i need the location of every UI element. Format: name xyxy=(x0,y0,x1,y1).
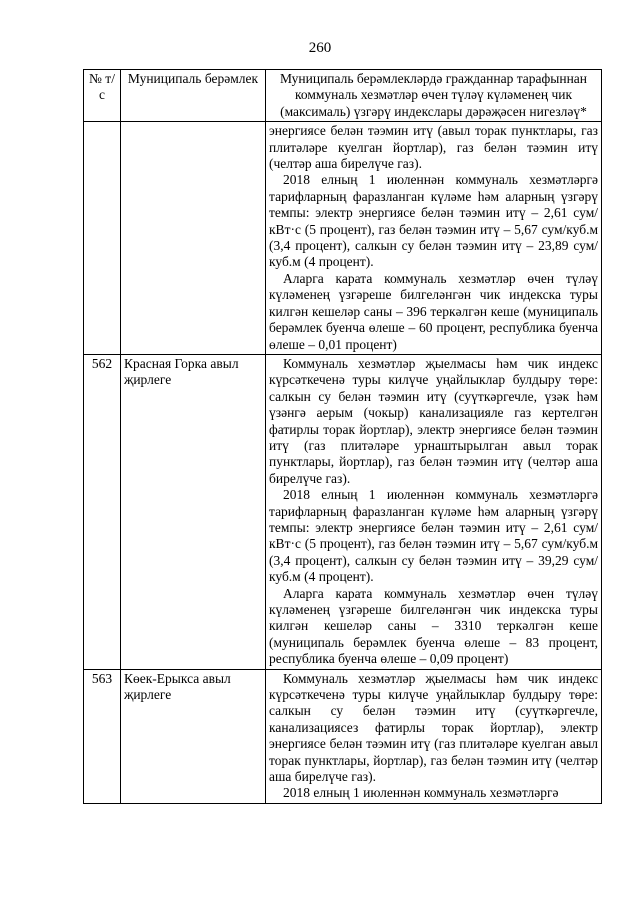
row-number xyxy=(84,122,121,355)
utility-index-table xyxy=(83,69,602,804)
table-row xyxy=(84,122,602,355)
paragraph: Аларга карата коммуналь хезмәтләр өчен түләү күләменең үзгәреше билгеләнгән чик индекска туры килгән кешеләр саны – 3310 теркәлгән кеше (муниципаль берәмлек буенча өлеше – 83 процент, республика буенча өлеше – 0,09 процент) xyxy=(269,585,598,667)
row-municipality: Көек-Ерыкса авыл җирлеге xyxy=(121,669,266,803)
page-number: 260 xyxy=(308,40,332,56)
table-row xyxy=(84,669,602,803)
row-description xyxy=(266,354,602,669)
paragraph: 2018 елның 1 июленнән коммуналь хезмәтләргә xyxy=(283,785,559,801)
paragraph: 2018 елның 1 июленнән коммуналь хезмәтләргә тарифларның фаразланган күләме һәм аларның үзгәрү темпы: электр энергиясе белән тәэмин итү – 2,61 сум/кВт·с (5 процент), газ белән тәэмин итү – 5,67 сум/куб.м (3,4 процент), салкын су белән тәэмин итү – 39,29 сум/куб.м (4 процент). xyxy=(269,487,598,585)
table-row xyxy=(84,354,602,669)
paragraph: энергиясе белән тәэмин итү (авыл торак пунктлары, газ плитәләре куелган йортлар), газ белән тәэмин итү (челтәр аша бирелүче газ). xyxy=(269,123,598,172)
header-municipality: Муниципаль берәмлек xyxy=(121,70,266,122)
table-header-row xyxy=(84,70,602,122)
row-municipality xyxy=(121,122,266,355)
header-index: Муниципаль берәмлекләрдә гражданнар тарафыннан коммуналь хезмәтләр өчен түләү күләменең чик (максималь) үзгәрү индекслары дәрәҗәсен нигезләү* xyxy=(266,70,602,122)
paragraph: Коммуналь хезмәтләр җыелмасы һәм чик индекс күрсәткеченә туры килүче уңайлыклар булдыру төре: салкын су белән тәэмин итү (суүткәргечле, үзәк һәм үзәнгә аерым (чокыр) канализацияле газ кертелгән фатирлы торак йортлар), электр энергиясе белән тәэмин итү (газ плитәләре урнаштырылган авыл торак пунктлары, йортлар), газ белән тәэмин итү (челтәр аша бирелүче газ). xyxy=(269,355,598,486)
paragraph: 2018 елның 1 июленнән коммуналь хезмәтләргә тарифларның фаразланган күләме һәм аларның үзгәрү темпы: электр энергиясе белән тәэмин итү – 2,61 сум/кВт·с (5 процент), газ белән тәэмин итү – 5,67 сум/куб.м (3,4 процент), салкын су белән тәэмин итү – 23,89 сум/куб.м (4 процент). xyxy=(269,172,598,270)
paragraph: Коммуналь хезмәтләр җыелмасы һәм чик индекс күрсәткеченә туры килүче уңайлыклар булдыру төре: салкын су белән тәэмин итү (суүткәргечле, канализациясез фатирлы торак йортлар), электр энергиясе белән тәэмин итү (газ плитәләре куелган авыл торак пунктлары, йортлар), газ белән тәэмин итү (челтәр аша бирелүче газ). xyxy=(269,670,598,785)
paragraph: Аларга карата коммуналь хезмәтләр өчен түләү күләменең үзгәреше билгеләнгән чик индекска туры килгән кешеләр саны – 396 теркәлгән кеше (муниципаль берәмлек буенча өлеше – 60 процент, республика буенча өлеше – 0,01 процент) xyxy=(269,270,598,352)
row-description xyxy=(266,122,602,355)
header-number: № т/с xyxy=(84,70,121,122)
row-municipality: Красная Горка авыл җирлеге xyxy=(121,354,266,669)
row-number: 563 xyxy=(84,669,121,803)
row-number: 562 xyxy=(84,354,121,669)
row-description xyxy=(266,669,602,803)
